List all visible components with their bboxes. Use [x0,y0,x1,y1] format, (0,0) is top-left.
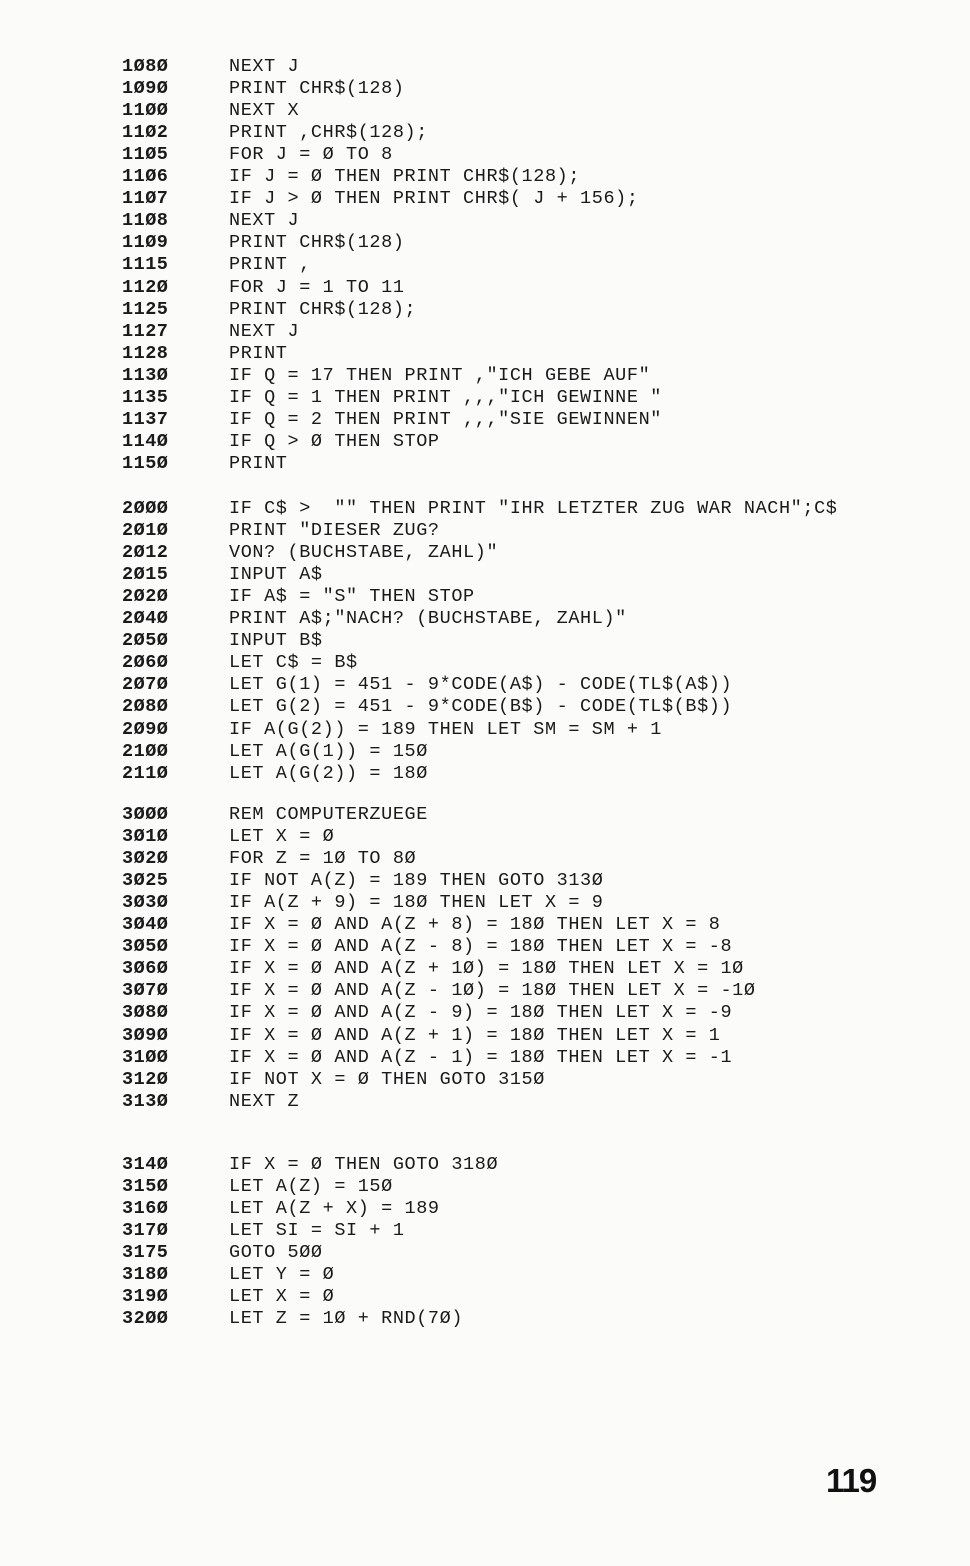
line-number: 2Ø4Ø [122,608,169,630]
line-number: 316Ø [122,1198,169,1220]
line-number: 3Ø2Ø [122,848,169,870]
line-number: 2ØØØ [122,498,169,519]
code-statement: IF X = Ø AND A(Z + 8) = 18Ø THEN LET X = 8 [229,914,721,936]
line-number: 3Ø7Ø [122,980,169,1002]
code-statement: LET G(1) = 451 - 9*CODE(A$) - CODE(TL$(A$)) [229,674,733,696]
code-statement: FOR J = Ø TO 8 [229,144,393,166]
line-number: 1127 [122,320,169,342]
code-statement: PRINT [229,342,288,364]
code-statement: PRINT A$;"NACH? (BUCHSTABE, ZAHL)" [229,608,627,630]
code-statement: LET X = Ø [229,1286,335,1308]
code-statement: NEXT J [229,320,300,342]
code-statement: LET A(Z) = 15Ø [229,1176,393,1198]
code-statement: LET Z = 1Ø + RND(7Ø) [229,1308,464,1330]
code-statement: IF X = Ø AND A(Z + 1) = 18Ø THEN LET X = 1 [229,1024,721,1046]
line-number: 3Ø1Ø [122,826,169,848]
line-number: 32ØØ [122,1308,169,1330]
line-number: 112Ø [122,276,169,298]
code-statement: PRINT CHR$(128) [229,78,405,100]
line-number: 3Ø6Ø [122,958,169,980]
line-number: 1Ø9Ø [122,78,169,100]
code-statement: NEXT J [229,56,300,77]
line-number: 3Ø3Ø [122,892,169,914]
code-statement: INPUT A$ [229,564,323,586]
line-number: 11ØØ [122,100,169,122]
line-number: 211Ø [122,762,169,784]
line-number: 11Ø9 [122,232,169,254]
line-number: 312Ø [122,1068,169,1090]
line-number: 2Ø7Ø [122,674,169,696]
code-statement: FOR Z = 1Ø TO 8Ø [229,848,417,870]
code-statement: LET Y = Ø [229,1264,335,1286]
line-number: 21ØØ [122,740,169,762]
line-number: 318Ø [122,1264,169,1286]
line-number: 319Ø [122,1286,169,1308]
line-number: 3Ø4Ø [122,914,169,936]
line-number: 3ØØØ [122,804,169,825]
line-number: 1Ø8Ø [122,56,169,77]
code-statement: IF X = Ø AND A(Z - 8) = 18Ø THEN LET X = -8 [229,936,733,958]
code-statement: IF NOT A(Z) = 189 THEN GOTO 313Ø [229,870,604,892]
code-statement: IF X = Ø AND A(Z - 9) = 18Ø THEN LET X = -9 [229,1002,733,1024]
code-statement: INPUT B$ [229,630,323,652]
code-statement: FOR J = 1 TO 11 [229,276,405,298]
line-number: 2Ø5Ø [122,630,169,652]
code-statement: GOTO 5ØØ [229,1242,323,1264]
code-statement: IF X = Ø AND A(Z + 1Ø) = 18Ø THEN LET X = 1Ø [229,958,744,980]
line-number: 11Ø2 [122,122,169,144]
line-number: 2Ø15 [122,564,169,586]
code-statement: PRINT "DIESER ZUG? [229,520,440,542]
code-statement: IF Q > Ø THEN STOP [229,430,440,452]
code-statement: IF C$ > "" THEN PRINT "IHR LETZTER ZUG WAR NACH";C$ [229,498,838,519]
line-number: 11Ø7 [122,188,169,210]
code-statement: VON? (BUCHSTABE, ZAHL)" [229,542,499,564]
line-number: 1137 [122,408,169,430]
line-number: 2Ø6Ø [122,652,169,674]
code-statement: PRINT ,CHR$(128); [229,122,428,144]
code-statement: LET X = Ø [229,826,335,848]
code-statement: IF A(Z + 9) = 18Ø THEN LET X = 9 [229,892,604,914]
line-number: 113Ø [122,364,169,386]
code-statement: IF A(G(2)) = 189 THEN LET SM = SM + 1 [229,718,662,740]
line-number: 3Ø25 [122,870,169,892]
line-number: 3Ø5Ø [122,936,169,958]
line-number: 1125 [122,298,169,320]
page-number: 119 [826,1462,877,1499]
line-number: 11Ø8 [122,210,169,232]
line-number: 3175 [122,1242,169,1264]
line-number: 2Ø1Ø [122,520,169,542]
line-number: 11Ø5 [122,144,169,166]
line-number: 2Ø9Ø [122,718,169,740]
line-number: 3Ø9Ø [122,1024,169,1046]
code-statement: IF NOT X = Ø THEN GOTO 315Ø [229,1068,545,1090]
line-number: 317Ø [122,1220,169,1242]
line-number: 2Ø2Ø [122,586,169,608]
code-statement: NEXT Z [229,1090,300,1112]
code-statement: IF Q = 17 THEN PRINT ,"ICH GEBE AUF" [229,364,651,386]
code-statement: LET G(2) = 451 - 9*CODE(B$) - CODE(TL$(B$)) [229,696,733,718]
code-statement: IF X = Ø THEN GOTO 318Ø [229,1154,499,1175]
code-statement: PRINT [229,452,288,474]
code-statement: IF A$ = "S" THEN STOP [229,586,475,608]
code-statement: LET A(G(2)) = 18Ø [229,762,428,784]
line-number: 114Ø [122,430,169,452]
line-number: 314Ø [122,1154,169,1175]
code-statement: IF Q = 2 THEN PRINT ,,,"SIE GEWINNEN" [229,408,662,430]
code-statement: IF Q = 1 THEN PRINT ,,,"ICH GEWINNE " [229,386,662,408]
code-statement: NEXT X [229,100,300,122]
code-statement: REM COMPUTERZUEGE [229,804,428,825]
code-statement: LET C$ = B$ [229,652,358,674]
code-statement: IF J = Ø THEN PRINT CHR$(128); [229,166,581,188]
code-statement: PRINT CHR$(128) [229,232,405,254]
line-number: 11Ø6 [122,166,169,188]
line-number: 2Ø8Ø [122,696,169,718]
line-number: 1115 [122,254,169,276]
line-number: 315Ø [122,1176,169,1198]
code-statement: NEXT J [229,210,300,232]
code-statement: LET A(G(1)) = 15Ø [229,740,428,762]
line-number: 313Ø [122,1090,169,1112]
code-statement: IF J > Ø THEN PRINT CHR$( J + 156); [229,188,639,210]
line-number: 31ØØ [122,1046,169,1068]
code-statement: IF X = Ø AND A(Z - 1Ø) = 18Ø THEN LET X = -1Ø [229,980,756,1002]
code-statement: LET SI = SI + 1 [229,1220,405,1242]
code-statement: IF X = Ø AND A(Z - 1) = 18Ø THEN LET X = -1 [229,1046,733,1068]
line-number: 1135 [122,386,169,408]
code-statement: LET A(Z + X) = 189 [229,1198,440,1220]
line-number: 2Ø12 [122,542,169,564]
line-number: 115Ø [122,452,169,474]
code-statement: PRINT , [229,254,311,276]
code-statement: PRINT CHR$(128); [229,298,417,320]
line-number: 3Ø8Ø [122,1002,169,1024]
line-number: 1128 [122,342,169,364]
